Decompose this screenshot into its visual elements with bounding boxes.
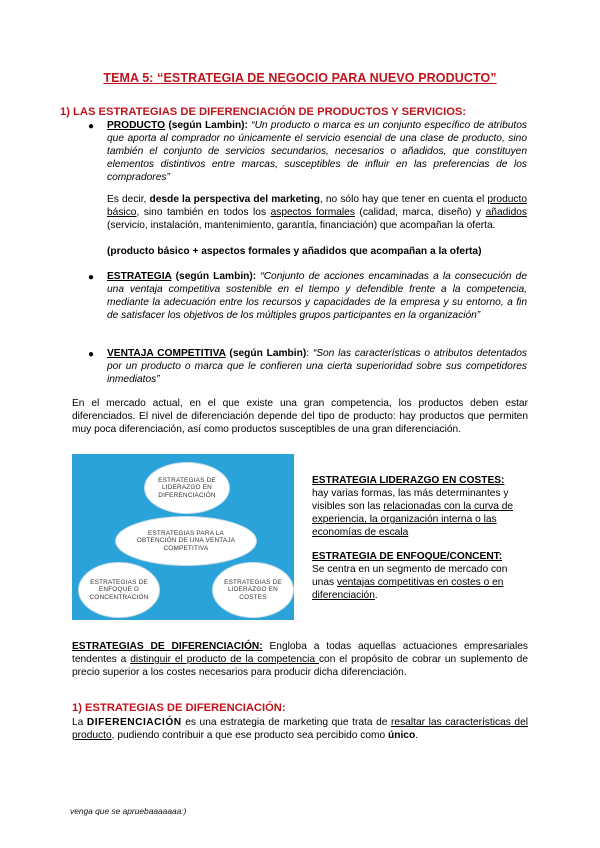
diagram-bubble-diferenciacion: ESTRATEGIAS DE LIDERAZGO EN DIFERENCIACIÓN: [144, 462, 230, 514]
ventaja-definition: VENTAJA COMPETITIVA (según Lambin): “Son las características o atributos detentados por un producto o marca que le confieren una cierta superioridad sobre sus competidores inmediatos”: [107, 348, 527, 385]
footer-note: venga que se apruebaaaaaaa:): [70, 806, 187, 816]
enfoque-heading: ESTRATEGIA DE ENFOQUE/CONCENT:: [312, 551, 503, 562]
liderazgo-block: ESTRATEGIA LIDERAZGO EN COSTES: hay varias formas, las más determinantes y visibles son las relacionadas con la curva de experiencia, la organización interna o las economías de escala: [312, 475, 514, 538]
diferenciacion-heading: ESTRATEGIAS DE DIFERENCIACIÓN:: [72, 641, 263, 652]
ventaja-quote: “Son las características o atributos detentados por un producto o marca que le confieren una cierta superioridad sobre sus competidores inmediatos”: [107, 348, 527, 385]
diagram-bubble-costes: ESTRATEGIAS DE LIDERAZGO EN COSTES: [212, 562, 294, 618]
producto-source: (según Lambin):: [165, 120, 252, 131]
enfoque-block: ESTRATEGIA DE ENFOQUE/CONCENT: Se centra en un segmento de mercado con unas ventajas competitivas en costes o en diferenciación.: [312, 551, 508, 601]
bullet-estrategia: ●: [88, 272, 95, 283]
diferenciacion-definition: La DIFERENCIACIÓN es una estrategia de marketing que trata de resaltar las características del producto, pudiendo contribuir a que ese producto sea percibido como único.: [72, 717, 528, 741]
ventaja-source: (según Lambin): [225, 348, 307, 359]
estrategia-definition: [107, 270, 527, 322]
section-heading-2: 1) ESTRATEGIAS DE DIFERENCIACIÓN:: [72, 702, 286, 714]
bullet-ventaja: ●: [88, 349, 95, 360]
producto-term: PRODUCTO: [107, 120, 166, 131]
diagram-bubble-enfoque: ESTRATEGIAS DE ENFOQUE O CONCENTRACIÓN: [78, 562, 160, 618]
diagram-bubble-center: ESTRATEGIAS PARA LA OBTENCIÓN DE UNA VENTAJA COMPETITIVA: [115, 516, 257, 566]
producto-quote: “Un producto o marca es un conjunto específico de atributos que aporta al comprador no únicamente el servicio esencial de una clase de producto, sino también el conjunto de servicios secundarios, necesarios o añadidos, que constituyen elementos distintivos entre marcas, susceptibles de influir en las preferencias de los compradores”: [107, 120, 527, 183]
estrategia-term: ESTRATEGIA: [107, 271, 172, 282]
estrategia-source: (según Lambin):: [171, 271, 261, 282]
section-heading-1: 1) LAS ESTRATEGIAS DE DIFERENCIACIÓN DE PRODUCTOS Y SERVICIOS:: [60, 106, 467, 118]
bullet-producto: ●: [88, 121, 95, 132]
mercado-paragraph: En el mercado actual, en el que existe una gran competencia, los productos deben estar diferenciados. El nivel de diferenciación depende del tipo de producto: hay productos que permiten muy poca diferenciación, así como productos susceptibles de una gran diferenciación.: [72, 398, 528, 435]
ventaja-term: VENTAJA COMPETITIVA: [107, 348, 226, 359]
producto-summary: (producto básico + aspectos formales y añadidos que acompañan a la oferta): [107, 246, 482, 257]
strategy-diagram: [72, 454, 294, 620]
producto-explanation: Es decir, desde la perspectiva del marketing, no sólo hay que tener en cuenta el producto básico, sino también en todos los aspectos formales (calidad, marca, diseño) y añadidos (servicio, instalación, mantenimiento, garantía, financiación) que acompañan la oferta.: [107, 194, 527, 231]
diferenciacion-paragraph: ESTRATEGIAS DE DIFERENCIACIÓN: Engloba a todas aquellas actuaciones empresariales tendentes a distinguir el producto de la competencia con el propósito de cobrar un suplemento de precio superior a los costes necesarios para producir dicha diferenciación.: [72, 641, 528, 678]
document-title: TEMA 5: “ESTRATEGIA DE NEGOCIO PARA NUEVO PRODUCTO”: [103, 71, 497, 85]
liderazgo-heading: ESTRATEGIA LIDERAZGO EN COSTES:: [312, 475, 505, 486]
estrategia-quote: “Conjunto de acciones encaminadas a la consecución de una ventaja competitiva sostenible en el tiempo y defendible frente a la competencia, mediante la adecuación entre los recursos y capacidades de la empresa y su entorno, a fin de satisfacer los objetivos de los múltiples grupos participantes en la organización”: [107, 271, 527, 321]
producto-definition: [107, 119, 527, 184]
